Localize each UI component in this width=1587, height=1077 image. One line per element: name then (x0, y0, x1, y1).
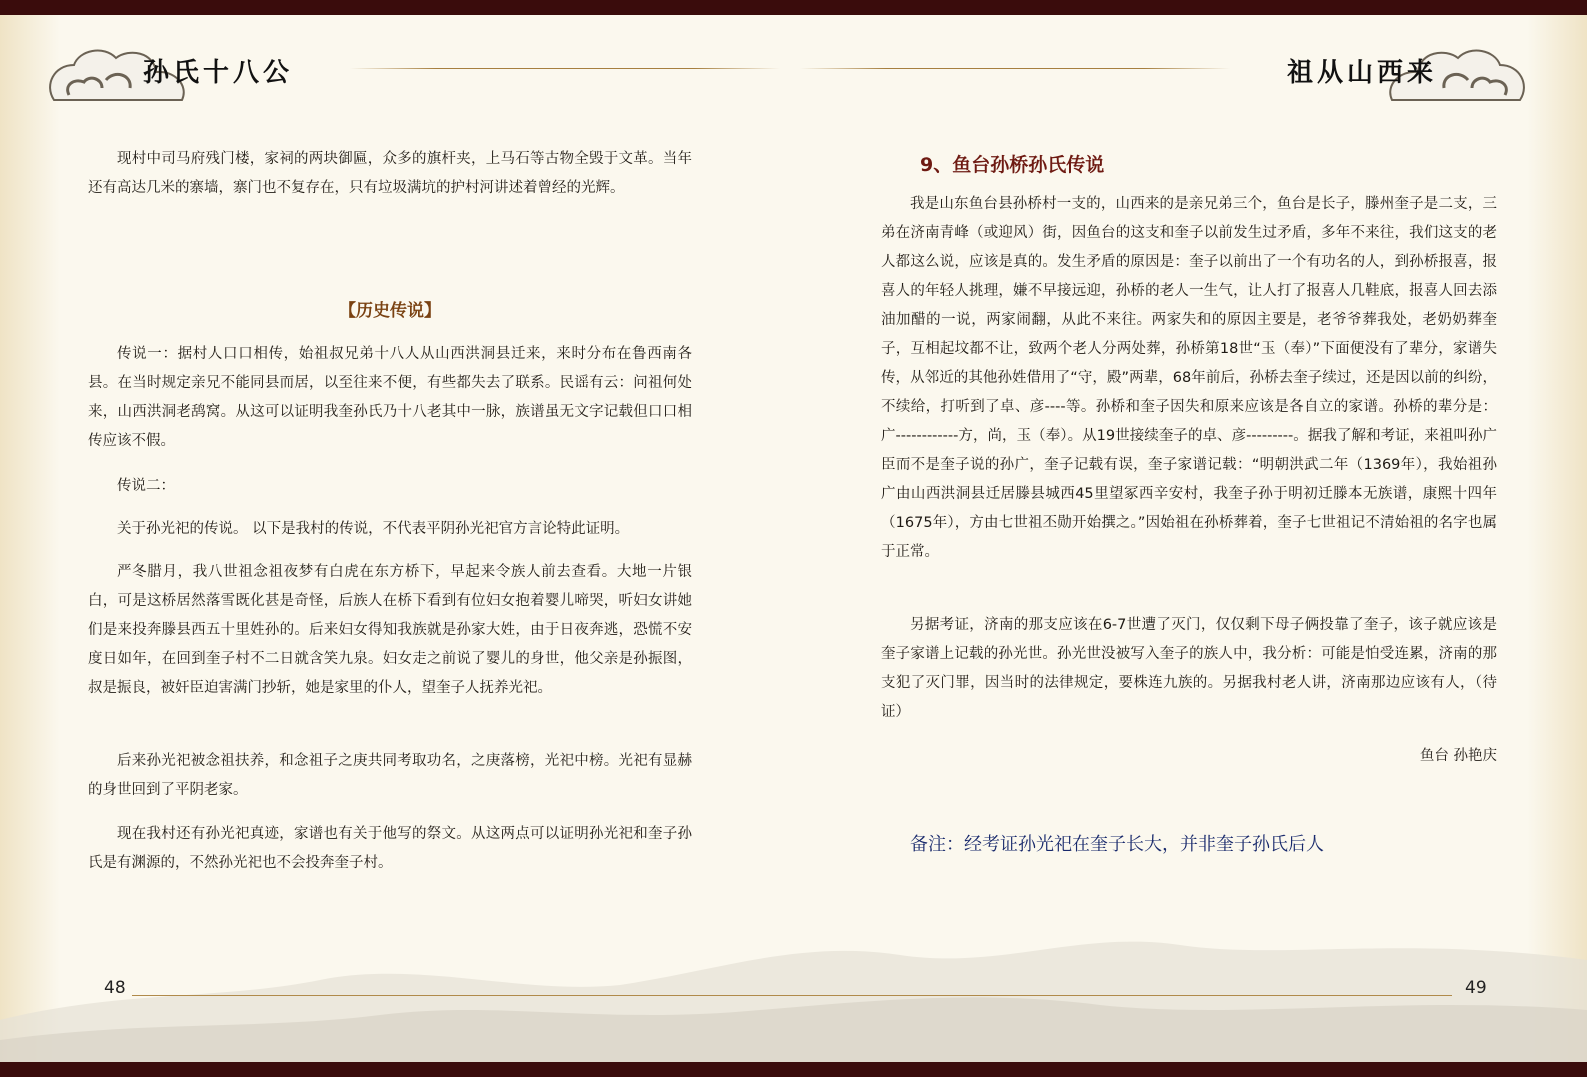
page-number-left: 48 (104, 978, 126, 998)
legend-one-paragraph: 传说一：据村人口口相传，始祖叔兄弟十八人从山西洪洞县迁来，来时分布在鲁西南各县。在当时规定亲兄不能同县而居，以至往来不便，有些都失去了联系。民谣有云：问祖何处来，山西洪洞老鸹窝。从这可以证明我奎孙氏乃十八老其中一脉，族谱虽无文字记载但口口相传应该不假。 (88, 346, 692, 449)
top-border-band (0, 0, 1587, 15)
legend-two-label: 传说二： (117, 478, 175, 494)
footer-rule (132, 995, 1452, 996)
page-number-right: 49 (1465, 978, 1487, 998)
editor-note: 备注：经考证孙光祀在奎子长大，并非奎子孙氏后人 (910, 834, 1324, 855)
mountain-ink-background (0, 900, 1587, 1062)
right-paragraph-1: 我是山东鱼台县孙桥村一支的，山西来的是亲兄弟三个，鱼台是长子，滕州奎子是二支，三弟在济南青峰（或迎风）街，因鱼台的这支和奎子以前发生过矛盾，多年不来往，我们这支的老人都这么说，应该是真的。发生矛盾的原因是：奎子以前出了一个有功名的人，到孙桥报喜，报喜人的年轻人挑理，嫌不早接远迎，孙桥的老人一生气，让人打了报喜人几鞋底，报喜人回去添油加醋的一说，两家闹翻，从此不来往。两家失和的原因主要是，老爷爷葬我处，老奶奶葬奎子，互相起坟都不让，致两个老人分两处葬，孙桥第18世“玉（奉）”下面便没有了辈分，家谱失传，从邻近的其他孙姓借用了“守，殿”两辈，68年前后，孙桥去奎子续过，还是因以前的纠纷，不续给，打听到了卓、彦----等。孙桥和奎子因失和原来应该是各自立的家谱。孙桥的辈分是：广------------方，尚，玉（奉）。从19世接续奎子的卓、彦---------。据我了解和考证，来祖叫孙广臣而不是奎子说的孙广，奎子记载有误，奎子家谱记载：“明朝洪武二年（1369年），我始祖孙广由山西洪洞县迁居滕县城西45里望冢西辛安村，我奎子孙于明初迁滕本无族谱，康熙十四年（1675年），方由七世祖丕勋开始撰之。”因始祖在孙桥葬着，奎子七世祖记不清始祖的名字也属于正常。 (881, 196, 1497, 560)
header-rule-left (350, 68, 780, 69)
header-rule-right (800, 68, 1230, 69)
chapter-title: 9、鱼台孙桥孙氏传说 (920, 154, 1105, 176)
author-signature: 鱼台 孙艳庆 (1419, 748, 1497, 764)
header-title-left: 孙氏十八公 (143, 58, 294, 88)
section-heading: 【历史传说】 (339, 301, 441, 321)
bottom-border-band (0, 1062, 1587, 1077)
left-intro-paragraph: 现村中司马府残门楼，家祠的两块御匾，众多的旗杆夹，上马石等古物全毁于文革。当年还有高达几米的寨墙，寨门也不复存在，只有垃圾满坑的护村河讲述着曾经的光辉。 (88, 151, 692, 196)
right-paragraph-2: 另据考证，济南的那支应该在6-7世遭了灭门，仅仅剩下母子俩投靠了奎子，该子就应该是奎子家谱上记载的孙光世。孙光世没被写入奎子的族人中，我分析：可能是怕受连累，济南的那支犯了灭门罪，因当时的法律规定，要株连九族的。另据我村老人讲，济南那边应该有人，（待证） (881, 617, 1497, 720)
legend-two-paragraph-3: 现在我村还有孙光祀真迹，家谱也有关于他写的祭文。从这两点可以证明孙光祀和奎子孙氏是有渊源的，不然孙光祀也不会投奔奎子村。 (88, 826, 692, 871)
legend-two-paragraph-1: 严冬腊月，我八世祖念祖夜梦有白虎在东方桥下，早起来令族人前去查看。大地一片银白，可是这桥居然落雪既化甚是奇怪，后族人在桥下看到有位妇女抱着婴儿啼哭，听妇女讲她们是来投奔滕县西五十里姓孙的。后来妇女得知我族就是孙家大姓，由于日夜奔逃，恐慌不安度日如年，在回到奎子村不二日就含笑九泉。妇女走之前说了婴儿的身世，他父亲是孙振图，叔是振良，被奸臣迫害满门抄斩，她是家里的仆人，望奎子人抚养光祀。 (88, 564, 692, 696)
header-title-right: 祖从山西来 (1287, 58, 1438, 88)
legend-two-paragraph-2: 后来孙光祀被念祖扶养，和念祖子之庚共同考取功名，之庚落榜，光祀中榜。光祀有显赫的身世回到了平阴老家。 (88, 753, 692, 798)
legend-two-intro: 关于孙光祀的传说。 以下是我村的传说，不代表平阴孙光祀官方言论特此证明。 (117, 521, 630, 537)
